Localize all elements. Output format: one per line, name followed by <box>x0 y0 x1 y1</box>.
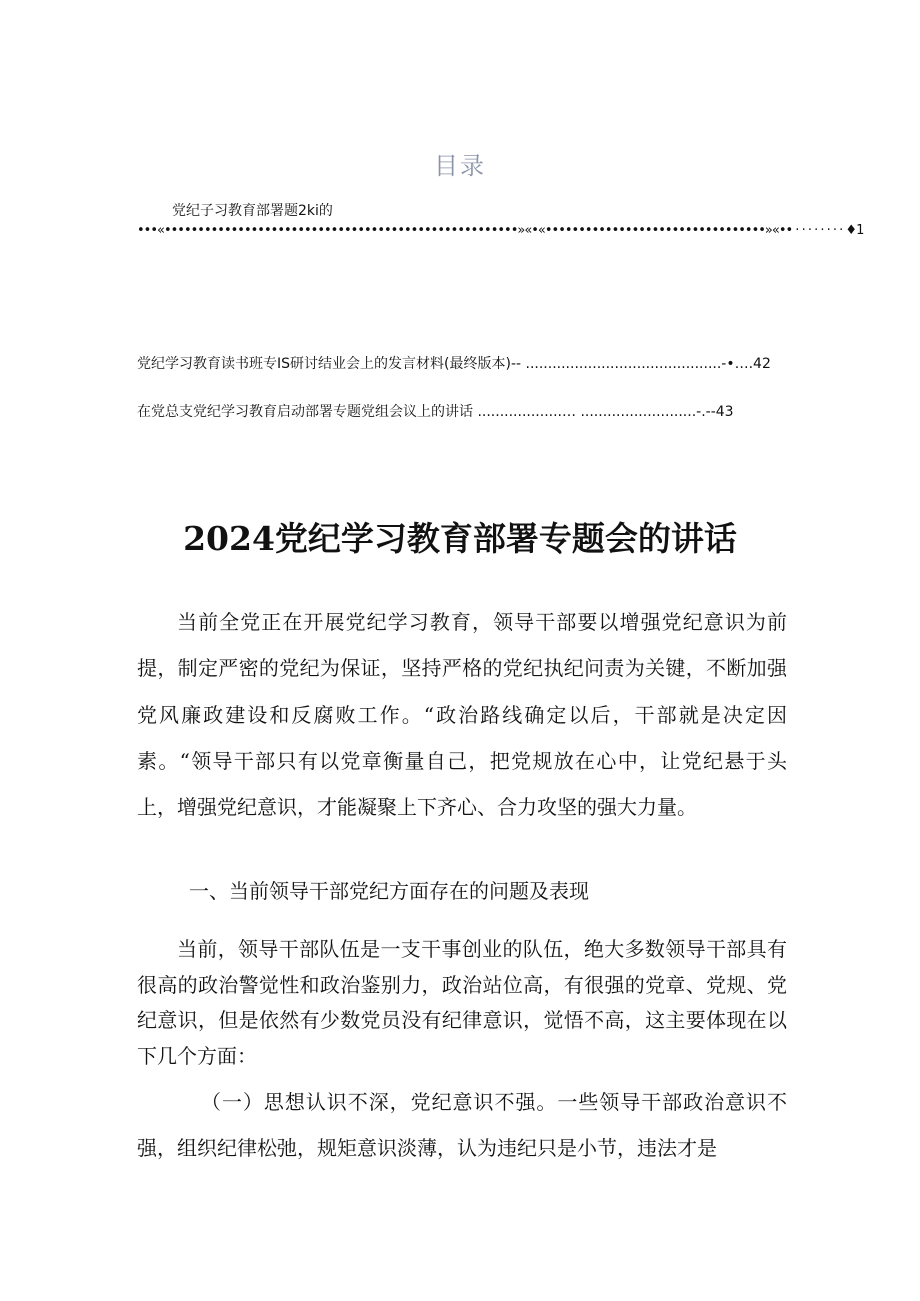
toc-entry-2[interactable]: 党纪学习教育读书班专IS研讨结业会上的发言材料(最终版本)-- ............................................-•….42 <box>137 356 771 372</box>
toc-entry-1-leader: •••«•••••••••••••••••••••••••••••••••••••••••••••••••••••»«•«•••••••••••••••••••••••••••••••••»«•• · · · · · · · · ♦1 <box>137 223 864 238</box>
toc-heading: 目录 <box>434 152 486 180</box>
document-title: 2024党纪学习教育部署专题会的讲话 <box>183 519 737 558</box>
toc-entry-1-title[interactable]: 党纪子习教育部署题2ki的 <box>172 203 333 219</box>
section-heading-1: 一、当前领导干部党纪方面存在的问题及表现 <box>189 879 589 903</box>
body-paragraph-2: 当前，领导干部队伍是一支干事创业的队伍，绝大多数领导干部具有很高的政治警觉性和政治鉴别力，政治站位高，有很强的党章、党规、党纪意识，但是依然有少数党员没有纪律意识，觉悟不高，这主要体现在以下几个方面： <box>137 937 787 1068</box>
body-paragraph-3: （一）思想认识不深，党纪意识不强。一些领导干部政治意识不强，组织纪律松弛，规矩意识淡薄，认为违纪只是小节，违法才是 <box>137 1090 787 1160</box>
toc-entry-3[interactable]: 在党总支党纪学习教育启动部署专题党组会议上的讲话 ...................… ..........................-.--43 <box>137 404 734 420</box>
body-paragraph-1: 当前全党正在开展党纪学习教育，领导干部要以增强党纪意识为前提，制定严密的党纪为保证，坚持严格的党纪执纪问责为关键，不断加强党风廉政建设和反腐败工作。“政治路线确定以后，干部就是决定因素。“领导干部只有以党章衡量自己，把党规放在心中，让党纪悬于头上，增强党纪意识，才能凝聚上下齐心、合力攻坚的强大力量。 <box>137 610 787 820</box>
